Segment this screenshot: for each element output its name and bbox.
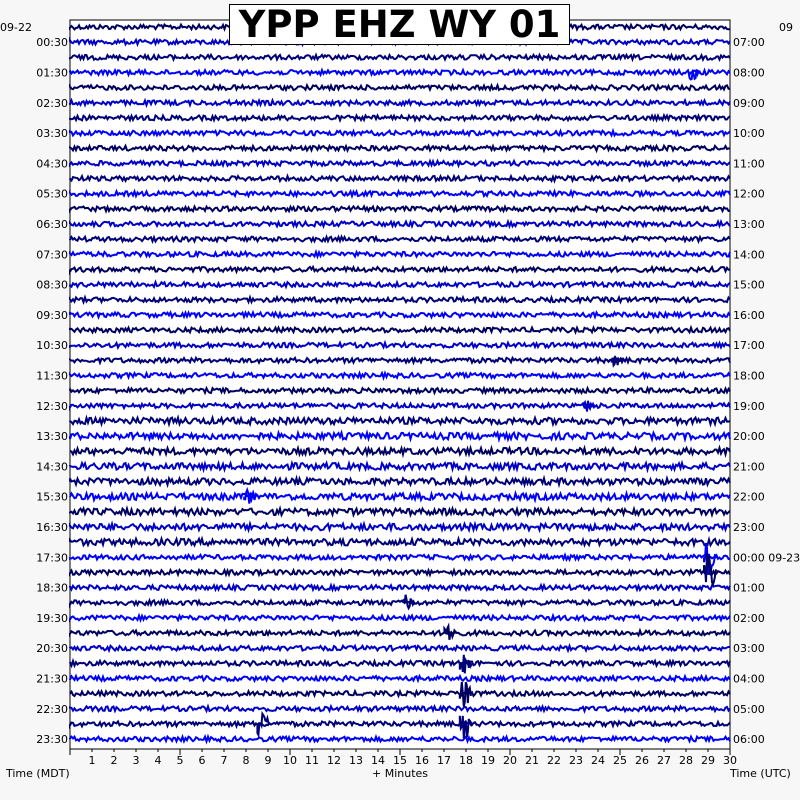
right-time-label: 01:00 [733, 581, 765, 595]
right-time-label: 04:00 [733, 672, 765, 686]
left-time-label: 21:30 [36, 672, 68, 686]
x-tick-label: 6 [198, 754, 206, 767]
x-tick-label: 27 [657, 754, 671, 767]
left-time-label: 12:30 [36, 399, 68, 413]
x-tick-label: 24 [591, 754, 605, 767]
x-tick-label: 10 [283, 754, 297, 767]
left-time-label: 02:30 [36, 96, 68, 110]
right-time-label: 03:00 [733, 642, 765, 656]
x-tick-label: 2 [110, 754, 118, 767]
x-tick-label: 4 [154, 754, 162, 767]
left-time-label: 01:30 [36, 66, 68, 80]
right-time-label: 08:00 [733, 66, 765, 80]
left-time-label: 20:30 [36, 642, 68, 656]
x-tick-label: 8 [242, 754, 250, 767]
right-time-label: 22:00 [733, 490, 765, 504]
x-right-label: Time (UTC) [730, 767, 791, 780]
left-time-labels [36, 36, 68, 746]
x-tick-label: 1 [88, 754, 96, 767]
x-tick-label: 23 [569, 754, 583, 767]
right-time-label: 23:00 [733, 521, 765, 534]
x-tick-label: 9 [264, 754, 272, 767]
right-time-labels [733, 36, 800, 746]
right-time-label: 07:00 [733, 36, 765, 50]
right-time-label: 06:00 [733, 733, 765, 747]
x-tick-label: 26 [635, 754, 649, 767]
right-time-label: 21:00 [733, 460, 765, 474]
right-time-label: 16:00 [733, 308, 765, 322]
x-tick-label: 20 [503, 754, 517, 767]
left-time-label: 00:30 [36, 36, 68, 50]
left-time-label: 23:30 [36, 733, 68, 747]
x-tick-label: 30 [723, 754, 737, 767]
right-time-label: 12:00 [733, 187, 765, 201]
x-tick-label: 25 [613, 754, 627, 767]
x-tick-label: 19 [481, 754, 495, 767]
left-time-label: 14:30 [36, 460, 68, 474]
x-tick-label: 15 [393, 754, 407, 767]
left-time-label: 11:30 [36, 369, 68, 383]
left-time-label: 17:30 [36, 551, 68, 565]
x-tick-label: 22 [547, 754, 561, 767]
left-time-label: 16:30 [36, 521, 68, 534]
x-tick-label: 28 [679, 754, 693, 767]
x-tick-label: 17 [437, 754, 451, 767]
left-time-label: 09:30 [36, 308, 68, 322]
right-time-label: 18:00 [733, 369, 765, 383]
left-time-label: 08:30 [36, 278, 68, 292]
right-time-label: 11:00 [733, 157, 765, 171]
left-time-label: 15:30 [36, 490, 68, 504]
right-time-label: 05:00 [733, 702, 765, 716]
right-time-label: 09:00 [733, 96, 765, 110]
chart-title: YPP EHZ WY 01 [238, 3, 561, 46]
right-time-label: 20:00 [733, 430, 765, 444]
left-time-label: 06:30 [36, 218, 68, 231]
x-tick-label: 21 [525, 754, 539, 767]
left-time-label: 03:30 [36, 127, 68, 141]
x-axis-label: + Minutes [371, 767, 429, 780]
left-time-label: 05:30 [36, 187, 68, 201]
x-left-label: Time (MDT) [6, 767, 70, 780]
left-time-label: 10:30 [36, 339, 68, 353]
date-left-label: 09-22 [0, 21, 32, 34]
left-time-label: 22:30 [36, 702, 68, 716]
right-time-label: 13:00 [733, 218, 765, 231]
left-time-label: 13:30 [36, 430, 68, 444]
x-tick-label: 3 [132, 754, 140, 767]
right-time-label: 10:00 [733, 127, 765, 141]
x-tick-label: 29 [701, 754, 715, 767]
x-axis-ticks [70, 749, 737, 767]
left-time-label: 18:30 [36, 581, 68, 595]
left-time-label: 07:30 [36, 248, 68, 262]
left-time-label: 19:30 [36, 611, 68, 625]
x-tick-label: 12 [327, 754, 341, 767]
right-time-label: 19:00 [733, 399, 765, 413]
right-time-label: 15:00 [733, 278, 765, 292]
right-time-label: 17:00 [733, 339, 765, 353]
date-right-label: 09 [779, 21, 793, 34]
x-tick-label: 16 [415, 754, 429, 767]
x-tick-label: 5 [176, 754, 184, 767]
x-tick-label: 18 [459, 754, 473, 767]
right-time-label: 00:00 09-23 [733, 551, 800, 565]
x-tick-label: 11 [305, 754, 319, 767]
x-tick-label: 14 [371, 754, 385, 767]
left-time-label: 04:30 [36, 157, 68, 171]
right-time-label: 14:00 [733, 248, 765, 262]
x-tick-label: 13 [349, 754, 363, 767]
right-time-label: 02:00 [733, 611, 765, 625]
plot-area [70, 20, 730, 749]
x-tick-label: 7 [220, 754, 228, 767]
chart-title-box [229, 4, 570, 45]
